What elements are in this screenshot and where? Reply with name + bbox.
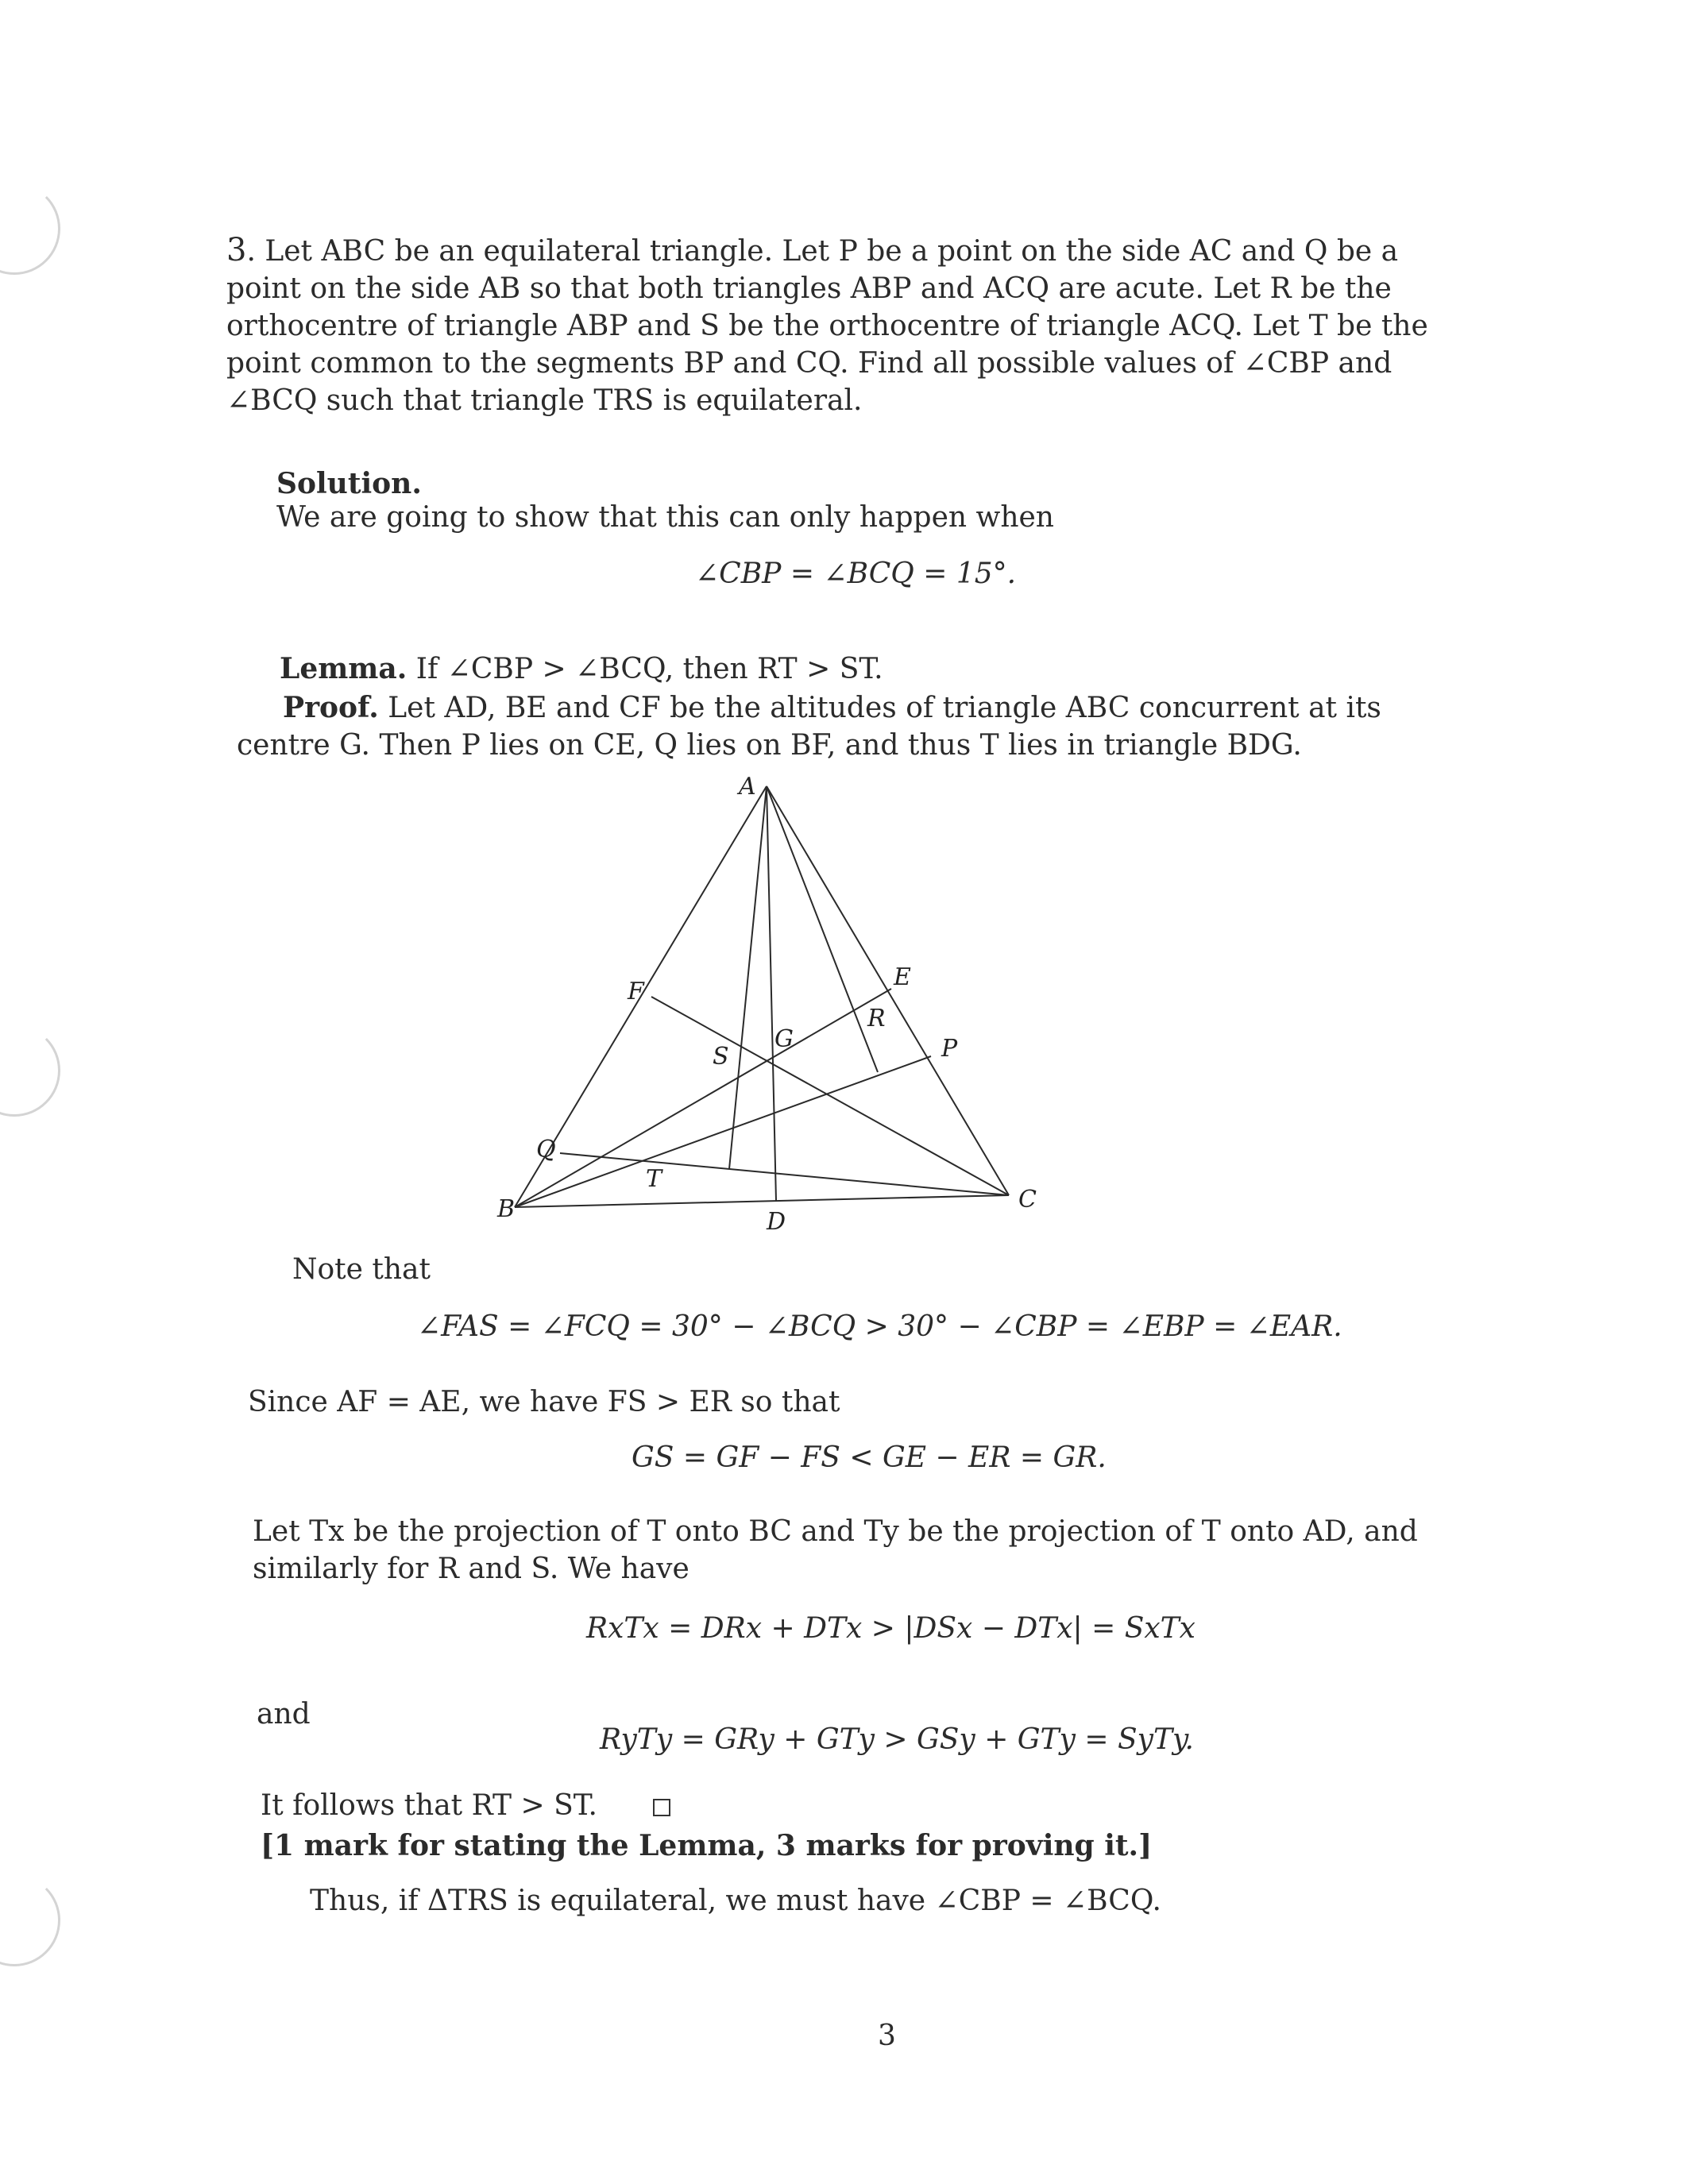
label-a: A bbox=[739, 773, 756, 801]
segment-as bbox=[729, 786, 767, 1169]
punch-hole-top bbox=[0, 183, 60, 275]
marks-note: [1 mark for stating the Lemma, 3 marks for proving it.] bbox=[261, 1829, 1153, 1862]
problem-text: Let ABC be an equilateral triangle. Let P be a point on the side AC and Q be a point on the side AB so that both triangles ABP and ACQ are acute. Let R be the orthocentre of triangle ABP and S be the orthocentre of triangle ACQ. Let T be the point common to the segments BP and CQ. Find all possible values of ∠CBP and ∠BCQ such that triangle TRS is equilateral. bbox=[226, 235, 1428, 417]
label-r: R bbox=[867, 1005, 886, 1032]
side-bc bbox=[515, 1195, 1009, 1207]
lemma-label: Lemma. bbox=[280, 652, 408, 685]
label-q: Q bbox=[536, 1136, 556, 1163]
label-s: S bbox=[713, 1043, 729, 1071]
segment-ar bbox=[767, 786, 878, 1072]
proof bbox=[237, 689, 1476, 764]
label-g: G bbox=[774, 1025, 794, 1053]
and-word: and bbox=[257, 1698, 311, 1731]
follows-line bbox=[261, 1787, 670, 1825]
punch-hole-middle bbox=[0, 1024, 60, 1117]
label-t: T bbox=[646, 1165, 662, 1193]
label-e: E bbox=[894, 963, 911, 991]
problem-number: 3 bbox=[226, 232, 247, 268]
altitude-ad bbox=[767, 786, 776, 1201]
label-b: B bbox=[496, 1195, 515, 1223]
thus-line: Thus, if ΔTRS is equilateral, we must have ∠CBP = ∠BCQ. bbox=[310, 1885, 1161, 1917]
altitude-cf bbox=[651, 997, 1009, 1195]
altitude-be bbox=[515, 989, 891, 1207]
since-line: Since AF = AE, we have FS > ER so that bbox=[248, 1386, 840, 1418]
problem-statement: 3. Let ABC be an equilateral triangle. Let P be a point on the side AC and Q be a point on the side AB so that both triangles ABP and ACQ are acute. Let R be the orthocentre of triangle ABP and S be the orthocentre of triangle ACQ. Let T be the point common to the segments BP and CQ. Find all possible values of ∠CBP and ∠BCQ such that triangle TRS is equilateral. bbox=[226, 232, 1428, 417]
side-ab bbox=[515, 786, 767, 1207]
claim-equation: ∠CBP = ∠BCQ = 15°. bbox=[695, 558, 1017, 590]
follows-text: It follows that RT > ST. bbox=[261, 1789, 597, 1822]
label-c: C bbox=[1018, 1186, 1037, 1214]
qed-box bbox=[653, 1799, 670, 1816]
segment-cq bbox=[560, 1153, 1009, 1195]
label-f: F bbox=[628, 978, 644, 1005]
segment-bp bbox=[515, 1056, 931, 1207]
proof-label: Proof. bbox=[283, 691, 379, 724]
proof-text: Let AD, BE and CF be the altitudes of triangle ABC concurrent at its centre G. Then P lies on CE, Q lies on BF, and thus T lies in triangle BDG. bbox=[237, 692, 1381, 762]
lemma bbox=[280, 650, 883, 689]
label-d: D bbox=[767, 1208, 786, 1236]
equation-x: RxTx = DRx + DTx > |DSx − DTx| = SxTx bbox=[586, 1612, 1196, 1645]
solution-intro: We are going to show that this can only happen when bbox=[276, 501, 1054, 534]
equation-angles: ∠FAS = ∠FCQ = 30° − ∠BCQ > 30° − ∠CBP = ∠EBP = ∠EAR. bbox=[417, 1310, 1342, 1343]
punch-hole-bottom bbox=[0, 1874, 60, 1966]
page-number: 3 bbox=[878, 2020, 896, 2052]
note-that: Note that bbox=[292, 1253, 431, 1286]
projection-paragraph: Let Tx be the projection of T onto BC and Ty be the projection of T onto AD, and similarly for R and S. We have bbox=[253, 1515, 1418, 1585]
equation-y: RyTy = GRy + GTy > GSy + GTy = SyTy. bbox=[600, 1723, 1194, 1756]
equation-gs: GS = GF − FS < GE − ER = GR. bbox=[632, 1441, 1107, 1474]
side-ac bbox=[767, 786, 1009, 1195]
label-p: P bbox=[941, 1035, 958, 1063]
solution-heading: Solution. bbox=[276, 467, 422, 500]
lemma-text: If ∠CBP > ∠BCQ, then RT > ST. bbox=[415, 653, 883, 685]
